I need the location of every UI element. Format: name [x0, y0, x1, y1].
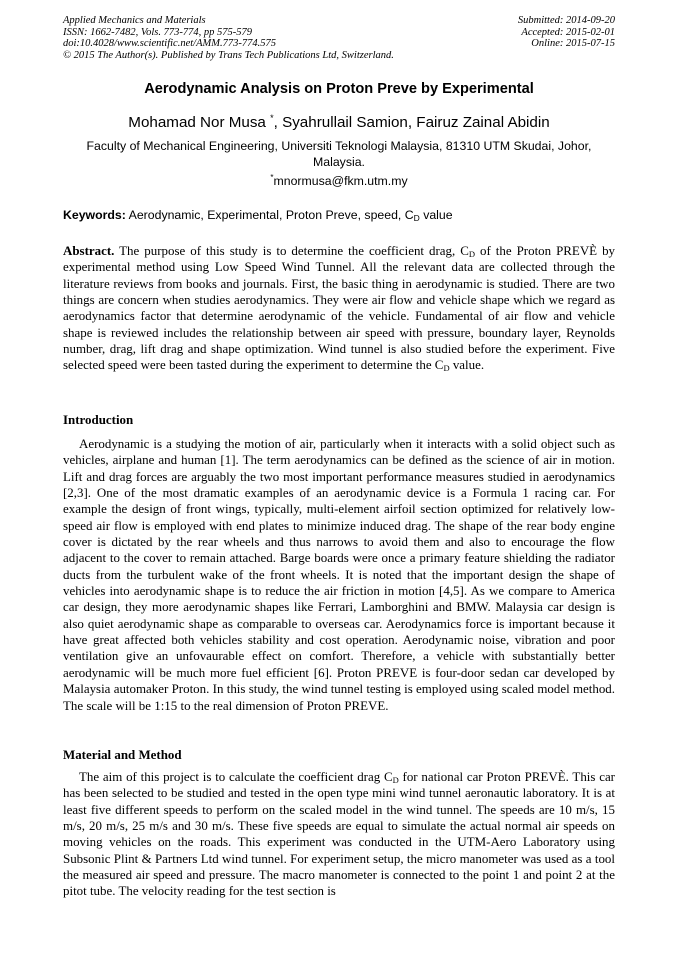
copyright-line: © 2015 The Author(s). Published by Trans Tech Publications Ltd, Switzerland.	[63, 49, 394, 61]
mm-text-2: for national car Proton PREVÈ. This car has been selected to be studied and tested in the open type mini wind tunnel aeronautic laboratory. It is at least five different speeds to perform on the scaled model in the wind tunnel. The speeds are 10 m/s, 15 m/s, 20 m/s, 25 m/s and 30 m/s. These five speeds are equal to simulate the actual normal air speeds on moving vehicles on the roads. This experiment was conducted in the UTM-Aero Laboratory using Subsonic Plint & Partners Ltd wind tunnel. For experiment setup, the micro manometer was used as a tool the measured air speed and pressure. The macro manometer is connected to the point 1 and point 2 at the pitot tube. The velocity reading for the test section is	[63, 769, 615, 899]
keywords-sub: D	[413, 213, 420, 223]
abstract-label: Abstract.	[63, 243, 115, 258]
abstract-sub-2: D	[443, 363, 450, 374]
journal-name: Applied Mechanics and Materials	[63, 15, 206, 26]
author-email	[0, 173, 678, 188]
email-address: mnormusa@fkm.utm.my	[273, 174, 408, 189]
affiliation: Faculty of Mechanical Engineering, Universiti Teknologi Malaysia, 81310 UTM Skudai, Johor, Malaysia.	[86, 139, 592, 169]
doi-line: doi:10.4028/www.scientific.net/AMM.773-774.575	[63, 38, 276, 50]
header-left	[63, 15, 394, 61]
keywords	[63, 208, 453, 222]
accepted-date: Accepted: 2015-02-01	[521, 26, 615, 38]
keywords-text: Aerodynamic, Experimental, Proton Preve, speed, C	[128, 208, 414, 222]
submitted-date: Submitted: 2014-09-20	[517, 15, 615, 26]
material-method-paragraph	[63, 769, 615, 900]
abstract-text-2: of the Proton PREVÈ by experimental method using Low Speed Wind Tunnel. All the relevant data are collected through the literature reviews from books and journals. First, the basic thing in aerodynamic is studied. There are two things are concern when studies aerodynamics. They were air flow and vehicle shape which we regard as aerodynamics factor that determine aerodynamic of the vehicle. Fundamental of air flow and vehicle shape is reviewed includes the relationship between air speed with pressure, boundary layer, Reynolds number, drag, lift drag and shape optimization. Wind tunnel is also studied before the experiment. Five selected speed were been tasted during the experiment to determine the C	[63, 243, 616, 373]
abstract	[63, 243, 615, 374]
keywords-label: Keywords:	[63, 208, 126, 222]
corresponding-mark: *	[270, 113, 274, 123]
paper-title: Aerodynamic Analysis on Proton Preve by Experimental	[144, 81, 534, 97]
material-method-heading: Material and Method	[63, 747, 182, 762]
mm-sub: D	[392, 775, 399, 785]
first-author: Mohamad Nor Musa	[128, 114, 266, 132]
online-date: Online: 2015-07-15	[531, 38, 615, 50]
header-right	[518, 15, 615, 50]
abstract-text-3: value.	[449, 357, 485, 373]
page-header	[63, 15, 615, 61]
abstract-text-1: The purpose of this study is to determine the coefficient drag, C	[114, 243, 469, 258]
other-authors: , Syahrullail Samion, Fairuz Zainal Abidin	[273, 114, 550, 132]
author-list	[0, 113, 678, 131]
introduction-paragraph: Aerodynamic is a studying the motion of air, particularly when it interacts with a solid object such as vehicles, airplane and human [1]. The term aerodynamics can be defined as the science of air in motion. Lift and drag forces are arguably the two most important performance measures studied in aerodynamics [2,3]. One of the most dramatic examples of an aerodynamic device is a Formula 1 racing car. For example the design of front wings, typically, multi-element airfoil section optimized for relatively low-speed air flow is employed with end plates to minimize induced drag. The shape of the rear body engine cover is dictated by the rear wheels and thus narrows to avoid them and also to encourage the flow adjacent to the cover to remain attached. Barge boards were once a primary feature shielding the radiator ducts from the turbulent wake of the front wheels. It is noted that the important design the shape of vehicles into aerodynamic shape is to reduce the air friction in motion [4,5]. As we compare to America car design, they more aerodynamic shapes like Ferrari, Lamborghini and BMW. Malaysia car design is also quiet aerodynamic shape as comparable to overseas car. Aerodynamics force is important because it have great affected both vehicles stability and cost operation. Aerodynamic noise, vibration and poor ventilation give an unfovaurable effect on comfort. Therefore, a vehicle with substantially better aerodynamic will be much more fuel efficient [6]. Proton PREVE is four-door sedan car developed by Malaysia automaker Proton. In this study, the wind tunnel testing is employed using scaled model method. The scale will be 1:15 to the real dimension of Proton PREVE.	[63, 436, 615, 713]
mm-text-1: The aim of this project is to calculate the coefficient drag C	[79, 769, 393, 784]
abstract-sub-1: D	[468, 249, 476, 259]
email-mark: *	[270, 173, 274, 182]
introduction-heading: Introduction	[63, 412, 134, 427]
keywords-tail: value	[419, 208, 453, 222]
issn-line: ISSN: 1662-7482, Vols. 773-774, pp 575-579	[63, 26, 252, 38]
